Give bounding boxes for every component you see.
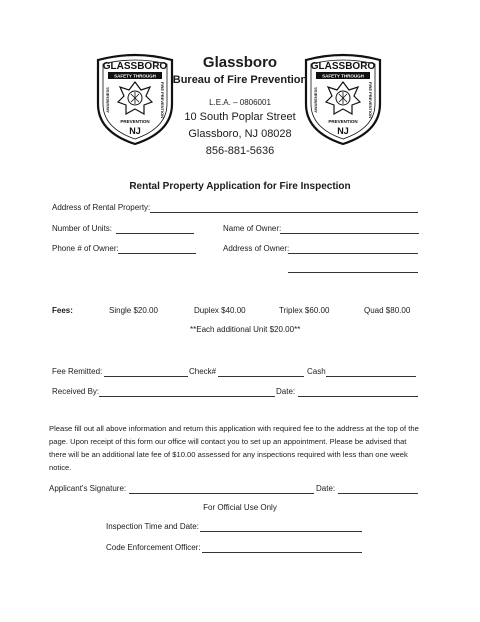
units-label: Number of Units: <box>52 224 113 233</box>
owner-name-field[interactable] <box>280 233 419 234</box>
check-label: Check# <box>189 367 217 376</box>
badge-ribbon-text: SAFETY THROUGH <box>114 73 156 79</box>
cash-label: Cash <box>307 367 326 376</box>
fee-single: Single $20.00 <box>109 306 158 315</box>
received-date-label: Date: <box>276 387 296 396</box>
badge-state-text: NJ <box>337 126 349 136</box>
code-officer-field[interactable] <box>202 552 362 553</box>
phone-number: 856-881-5636 <box>205 145 275 157</box>
signature-date-field[interactable] <box>338 493 418 494</box>
form-title: Rental Property Application for Fire Inspection <box>129 181 351 192</box>
badge-bottom-text: PREVENTION <box>120 119 150 124</box>
units-field[interactable] <box>116 233 194 234</box>
badge-bottom-text: PREVENTION <box>328 119 358 124</box>
badge-right-text: FIRE PREVENTION <box>368 81 373 119</box>
signature-label: Applicant's Signature: <box>49 484 127 493</box>
fee-remitted-field[interactable] <box>104 376 188 377</box>
instructions-paragraph: Please fill out all above information and return this application with required fee to the address at the top of the page. Upon receipt of this form our office will contact you to set up an appointment. Please be advised that there will be an additional late fee of $10.00 assessed for any inspections required with less than one week notice. <box>49 424 419 472</box>
city-state-zip: Glassboro, NJ 08028 <box>188 128 292 140</box>
inspection-time-field[interactable] <box>200 531 362 532</box>
check-number-field[interactable] <box>218 376 304 377</box>
street-address: 10 South Poplar Street <box>184 111 296 123</box>
received-date-field[interactable] <box>298 396 418 397</box>
code-officer-label: Code Enforcement Officer: <box>106 543 201 552</box>
owner-address-field-line2[interactable] <box>288 272 418 273</box>
received-by-field[interactable] <box>99 396 275 397</box>
badge-top-text: GLASSBORO <box>310 61 376 72</box>
fee-additional-unit: **Each additional Unit $20.00** <box>190 325 301 334</box>
fees-label: Fees: <box>52 306 73 315</box>
inspection-time-label: Inspection Time and Date: <box>106 522 199 531</box>
badge-ribbon-text: SAFETY THROUGH <box>322 73 364 79</box>
owner-name-label: Name of Owner: <box>223 224 282 233</box>
city-title: Glassboro <box>202 54 278 71</box>
badge-left-text: AWARENESS <box>105 87 110 113</box>
owner-address-field[interactable] <box>288 253 418 254</box>
received-by-label: Received By: <box>52 387 100 396</box>
cash-field[interactable] <box>326 376 416 377</box>
fee-remitted-label: Fee Remitted: <box>52 367 103 376</box>
owner-address-label: Address of Owner: <box>223 244 290 253</box>
fee-triplex: Triplex $60.00 <box>279 306 330 315</box>
lea-code: L.E.A. – 0806001 <box>209 98 271 107</box>
official-use-heading: For Official Use Only <box>203 503 277 512</box>
badge-left-text: AWARENESS <box>313 87 318 113</box>
owner-phone-field[interactable] <box>118 253 196 254</box>
rental-address-field[interactable] <box>150 212 418 213</box>
rental-address-label: Address of Rental Property: <box>52 203 151 212</box>
owner-phone-label: Phone # of Owner: <box>52 244 119 253</box>
badge-state-text: NJ <box>129 126 141 136</box>
signature-field[interactable] <box>129 493 314 494</box>
badge-right-text: FIRE PREVENTION <box>160 81 165 119</box>
bureau-title: Bureau of Fire Prevention <box>172 74 308 86</box>
signature-date-label: Date: <box>316 484 336 493</box>
fee-quad: Quad $80.00 <box>364 306 411 315</box>
fee-duplex: Duplex $40.00 <box>194 306 246 315</box>
badge-top-text: GLASSBORO <box>102 61 168 72</box>
